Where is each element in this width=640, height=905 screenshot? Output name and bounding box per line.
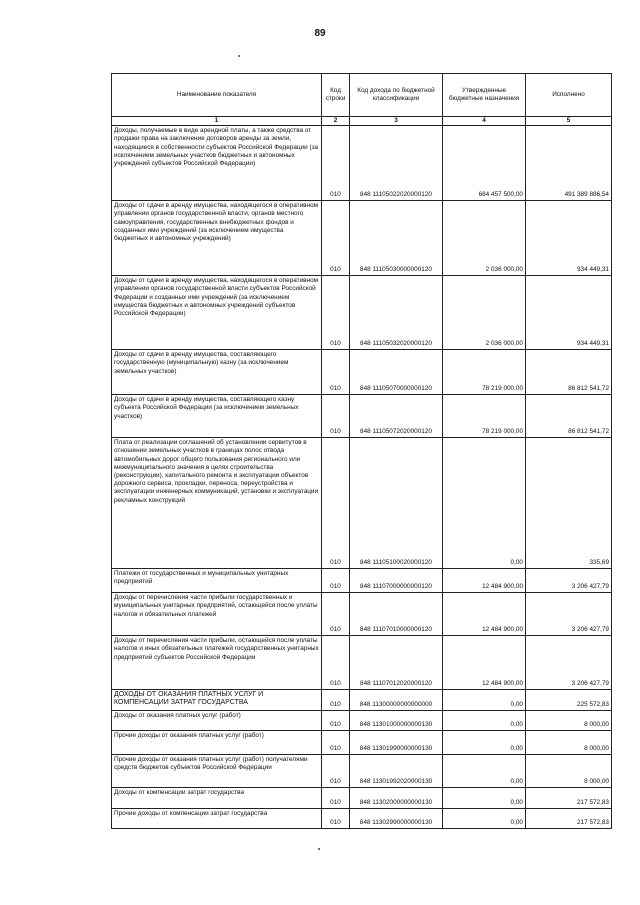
column-number: 3 xyxy=(350,117,443,126)
row-code: 010 xyxy=(322,593,350,636)
row-code: 010 xyxy=(322,809,350,829)
row-code: 010 xyxy=(322,350,350,395)
row-kbk: 848 11105030000000120 xyxy=(350,201,443,276)
row-executed: 86 812 541,72 xyxy=(526,350,612,395)
row-kbk: 848 11107012020000120 xyxy=(350,636,443,690)
table-header-row xyxy=(112,74,612,117)
row-code: 010 xyxy=(322,636,350,690)
row-code: 010 xyxy=(322,731,350,755)
revenue-table xyxy=(111,73,612,829)
row-approved: 0,00 xyxy=(443,731,526,755)
table-row xyxy=(112,569,612,593)
row-executed: 8 000,00 xyxy=(526,755,612,788)
row-executed: 934 449,31 xyxy=(526,201,612,276)
row-name: Доходы от сдачи в аренду имущества, находящегося в оперативном управлении органов государственной власти субъектов Российской Федерации и созданных ими учреждений (за исключением имущества бюджетных и автономных учреждений субъектов Российской Федерации) xyxy=(112,276,322,350)
row-name: Доходы от компенсации затрат государства xyxy=(112,788,322,809)
scan-speck xyxy=(318,848,320,850)
row-approved: 684 457 500,00 xyxy=(443,126,526,201)
row-kbk: 848 11301992020000130 xyxy=(350,755,443,788)
table-row xyxy=(112,636,612,690)
row-executed: 225 572,83 xyxy=(526,690,612,711)
row-kbk: 848 11105032020000120 xyxy=(350,276,443,350)
row-kbk: 848 11301000000000130 xyxy=(350,711,443,731)
row-name: Доходы от сдачи в аренду имущества, составляющего государственную (муниципальную) казну (за исключением земельных участков) xyxy=(112,350,322,395)
header-code: Код строки xyxy=(322,74,350,117)
row-code: 010 xyxy=(322,276,350,350)
column-number: 1 xyxy=(112,117,322,126)
row-approved: 12 484 900,00 xyxy=(443,636,526,690)
column-number: 5 xyxy=(526,117,612,126)
row-approved: 0,00 xyxy=(443,690,526,711)
table-row xyxy=(112,276,612,350)
table-row xyxy=(112,755,612,788)
row-kbk: 848 11105100020000120 xyxy=(350,438,443,569)
row-approved: 0,00 xyxy=(443,788,526,809)
row-approved: 78 219 000,00 xyxy=(443,350,526,395)
row-name: Плата от реализации соглашений об установлении сервитутов в отношении земельных участков в границах полос отвода автомобильных дорог общего пользования регионального или межмуниципального значения в целях строительства (реконструкции), капитального ремонта и эксплуатации объектов дорожного сервиса, прокладки, переноса, переустройства и эксплуатации инженерных коммуникаций, установки и эксплуатации рекламных конструкций xyxy=(112,438,322,569)
row-approved: 2 036 000,00 xyxy=(443,201,526,276)
table-row xyxy=(112,711,612,731)
row-code: 010 xyxy=(322,201,350,276)
table-row xyxy=(112,395,612,438)
table-row xyxy=(112,690,612,711)
row-code: 010 xyxy=(322,126,350,201)
row-code: 010 xyxy=(322,755,350,788)
table-row xyxy=(112,593,612,636)
row-executed: 3 206 427,79 xyxy=(526,593,612,636)
row-approved: 0,00 xyxy=(443,755,526,788)
row-kbk: 848 11300000000000000 xyxy=(350,690,443,711)
row-code: 010 xyxy=(322,569,350,593)
table-row xyxy=(112,438,612,569)
row-kbk: 848 11301990000000130 xyxy=(350,731,443,755)
row-approved: 78 219 000,00 xyxy=(443,395,526,438)
row-code: 010 xyxy=(322,711,350,731)
column-number: 2 xyxy=(322,117,350,126)
row-name: Доходы, получаемые в виде арендной платы, а также средства от продажи права на заключение договоров аренды за земли, находящиеся в собственности субъектов Российской Федерации (за исключением земельных участков бюджетных и автономных учреждений субъектов Российской Федерации) xyxy=(112,126,322,201)
header-executed: Исполнено xyxy=(526,74,612,117)
row-code: 010 xyxy=(322,788,350,809)
row-approved: 0,00 xyxy=(443,711,526,731)
row-kbk: 848 11302000000000130 xyxy=(350,788,443,809)
row-approved: 12 484 900,00 xyxy=(443,569,526,593)
row-kbk: 848 11105022020000120 xyxy=(350,126,443,201)
row-approved: 0,00 xyxy=(443,809,526,829)
row-kbk: 848 11302990000000130 xyxy=(350,809,443,829)
row-executed: 934 449,31 xyxy=(526,276,612,350)
column-number: 4 xyxy=(443,117,526,126)
row-name: Доходы от перечисления части прибыли государственных и муниципальных унитарных предприятий, остающейся после уплаты налогов и обязательных платежей xyxy=(112,593,322,636)
header-kbk: Код дохода по бюджетной классификации xyxy=(350,74,443,117)
row-name: Прочие доходы от оказания платных услуг (работ) получателями средств бюджетов субъектов Российской Федерации xyxy=(112,755,322,788)
row-executed: 217 572,83 xyxy=(526,788,612,809)
table-row xyxy=(112,731,612,755)
header-name: Наименование показателя xyxy=(112,74,322,117)
table-row xyxy=(112,126,612,201)
row-approved: 2 036 000,00 xyxy=(443,276,526,350)
row-kbk: 848 11105070000000120 xyxy=(350,350,443,395)
row-executed: 3 206 427,79 xyxy=(526,569,612,593)
row-name: Доходы от сдачи в аренду имущества, находящегося в оперативном управлении органов государственной власти, органов местного самоуправления, государственных внебюджетных фондов и созданных ими учреждений (за исключением имущества бюджетных и автономных учреждений) xyxy=(112,201,322,276)
row-name: Прочие доходы от компенсации затрат государства xyxy=(112,809,322,829)
table-row xyxy=(112,788,612,809)
row-kbk: 848 11107000000000120 xyxy=(350,569,443,593)
row-executed: 3 206 427,79 xyxy=(526,636,612,690)
row-executed: 8 000,00 xyxy=(526,711,612,731)
row-executed: 491 389 886,54 xyxy=(526,126,612,201)
row-name: ДОХОДЫ ОТ ОКАЗАНИЯ ПЛАТНЫХ УСЛУГ И КОМПЕНСАЦИИ ЗАТРАТ ГОСУДАРСТВА xyxy=(112,690,322,711)
scan-speck xyxy=(238,55,240,57)
row-code: 010 xyxy=(322,690,350,711)
row-name: Доходы от оказания платных услуг (работ) xyxy=(112,711,322,731)
row-name: Прочие доходы от оказания платных услуг (работ) xyxy=(112,731,322,755)
row-executed: 217 572,83 xyxy=(526,809,612,829)
row-executed: 335,69 xyxy=(526,438,612,569)
row-kbk: 848 11107010000000120 xyxy=(350,593,443,636)
row-executed: 86 812 541,72 xyxy=(526,395,612,438)
row-approved: 12 484 900,00 xyxy=(443,593,526,636)
table-row xyxy=(112,350,612,395)
row-name: Доходы от перечисления части прибыли, остающейся после уплаты налогов и иных обязательных платежей государственных унитарных предприятий субъектов Российской Федерации xyxy=(112,636,322,690)
row-executed: 8 000,00 xyxy=(526,731,612,755)
table-row xyxy=(112,201,612,276)
row-code: 010 xyxy=(322,438,350,569)
row-approved: 0,00 xyxy=(443,438,526,569)
row-kbk: 848 11105072020000120 xyxy=(350,395,443,438)
header-approved: Утвержденные бюджетные назначения xyxy=(443,74,526,117)
row-code: 010 xyxy=(322,395,350,438)
page-number: 89 xyxy=(314,28,326,39)
table-row xyxy=(112,809,612,829)
column-numbers-row xyxy=(112,117,612,126)
row-name: Доходы от сдачи в аренду имущества, составляющего казну субъекта Российской Федерации (за исключением земельных участков) xyxy=(112,395,322,438)
row-name: Платежи от государственных и муниципальных унитарных предприятий xyxy=(112,569,322,593)
